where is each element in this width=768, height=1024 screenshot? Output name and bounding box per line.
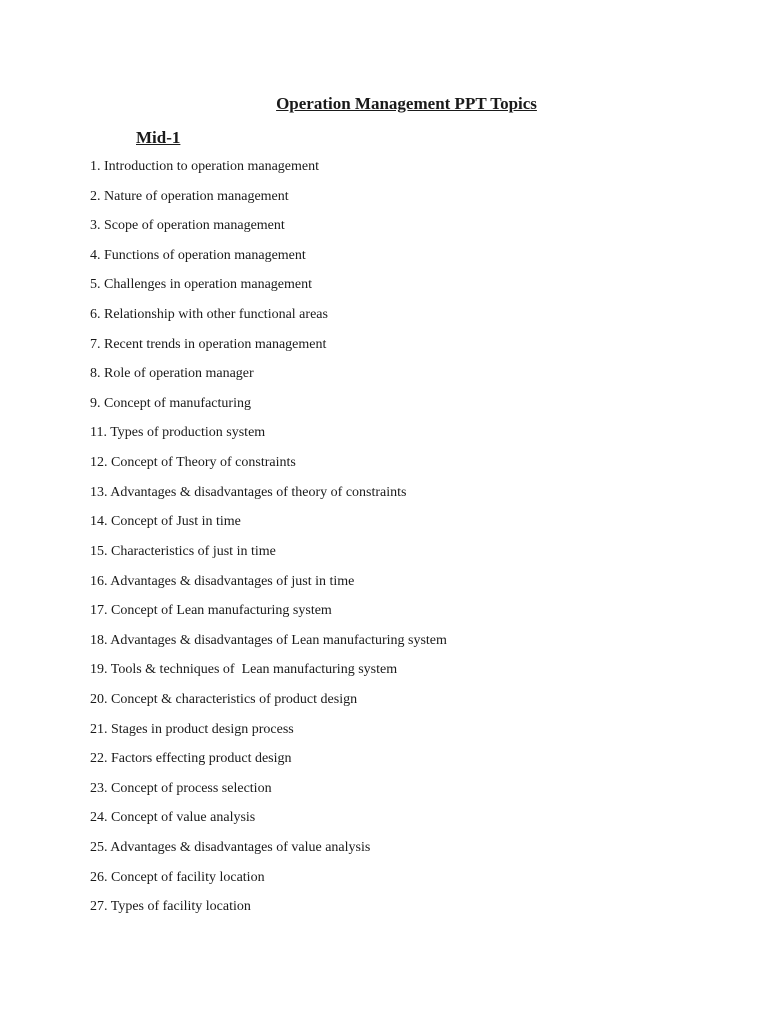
- topic-item: 15. Characteristics of just in time: [90, 543, 276, 559]
- document-title: Operation Management PPT Topics: [276, 94, 537, 113]
- topic-item: 27. Types of facility location: [90, 899, 251, 915]
- topic-item: 8. Role of operation manager: [90, 366, 254, 382]
- topic-item: 11. Types of production system: [90, 425, 266, 441]
- topic-item: 3. Scope of operation management: [90, 218, 285, 234]
- topic-item: 13. Advantages & disadvantages of theory of constraints: [90, 484, 407, 500]
- topic-item: 12. Concept of Theory of constraints: [90, 455, 296, 471]
- topic-item: 5. Challenges in operation management: [90, 277, 312, 293]
- topic-item: 14. Concept of Just in time: [90, 514, 241, 530]
- topic-item: 1. Introduction to operation management: [90, 159, 319, 174]
- topic-item: 6. Relationship with other functional areas: [90, 307, 328, 323]
- topic-item: 18. Advantages & disadvantages of Lean manufacturing system: [90, 632, 447, 648]
- topic-item: 24. Concept of value analysis: [90, 810, 256, 826]
- topic-item: 16. Advantages & disadvantages of just in time: [90, 573, 355, 589]
- topic-item: 23. Concept of process selection: [90, 780, 272, 796]
- topic-item: 21. Stages in product design process: [90, 721, 294, 737]
- topic-item: 9. Concept of manufacturing: [90, 395, 251, 411]
- topic-list: [90, 157, 447, 927]
- topic-item: 20. Concept & characteristics of product design: [90, 691, 358, 707]
- topic-item: 17. Concept of Lean manufacturing system: [90, 603, 332, 619]
- topic-item: 25. Advantages & disadvantages of value analysis: [90, 840, 371, 856]
- section-heading-mid-1: Mid-1: [136, 128, 181, 147]
- topic-item: 19. Tools & techniques of Lean manufacturing system: [90, 662, 398, 678]
- topic-item: 2. Nature of operation management: [90, 188, 289, 204]
- topic-item: 22. Factors effecting product design: [90, 751, 292, 767]
- topic-item: 26. Concept of facility location: [90, 869, 265, 885]
- topic-item: 4. Functions of operation management: [90, 247, 306, 263]
- topic-item: 7. Recent trends in operation management: [90, 336, 327, 352]
